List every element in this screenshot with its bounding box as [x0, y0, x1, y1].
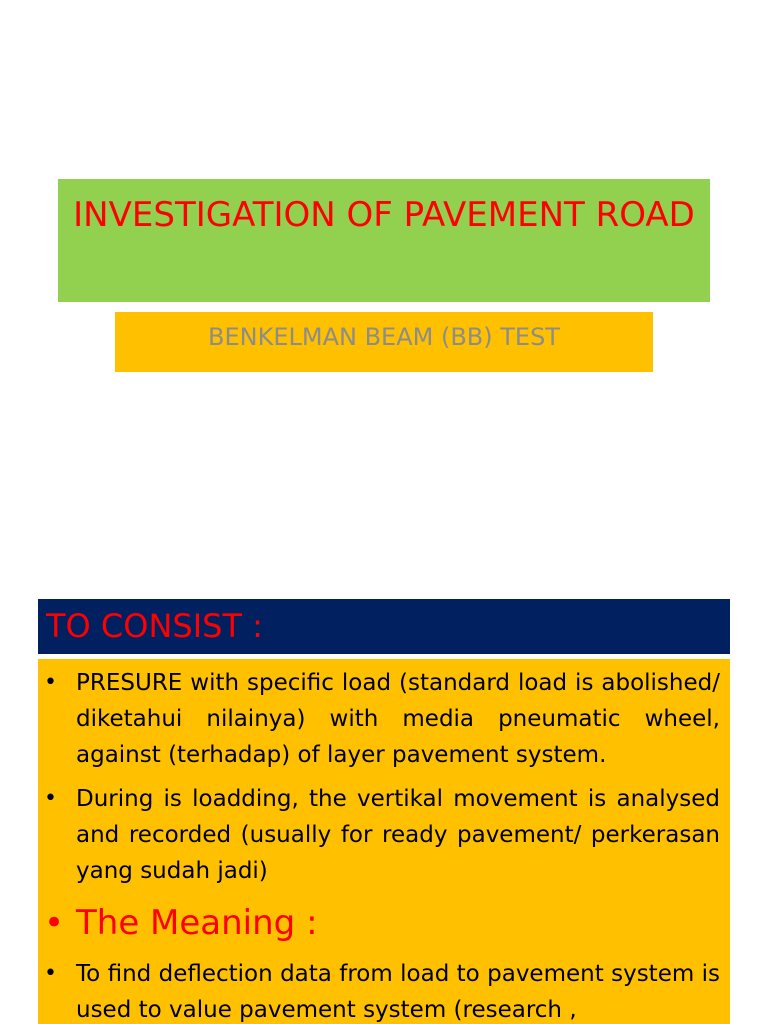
- bullet-icon: •: [44, 903, 65, 943]
- slide-title-text: INVESTIGATION OF PAVEMENT ROAD: [73, 195, 695, 235]
- bullet-icon: •: [44, 786, 57, 811]
- bullet-icon: •: [44, 670, 57, 695]
- meaning-subheading-text: The Meaning :: [76, 903, 318, 943]
- section-heading: [38, 599, 730, 654]
- slide-subtitle: [115, 312, 653, 372]
- content-panel: [38, 659, 730, 1024]
- bullet-text: During is loadding, the vertikal movement is analysed and recorded (usually for ready pavement/ perkerasan yang sudah jadi): [76, 786, 720, 884]
- bullet-icon: •: [44, 961, 57, 986]
- bullet-text: To find deflection data from load to pavement system is used to value pavement system (research ,: [76, 961, 720, 1023]
- bullet-text: PRESURE with specific load (standard load is abolished/ diketahui nilainya) with media pneumatic wheel, against (terhadap) of layer pavement system.: [76, 670, 720, 768]
- section-heading-text: TO CONSIST :: [46, 607, 263, 645]
- slide-title: [58, 179, 710, 302]
- slide-subtitle-text: BENKELMAN BEAM (BB) TEST: [208, 323, 560, 351]
